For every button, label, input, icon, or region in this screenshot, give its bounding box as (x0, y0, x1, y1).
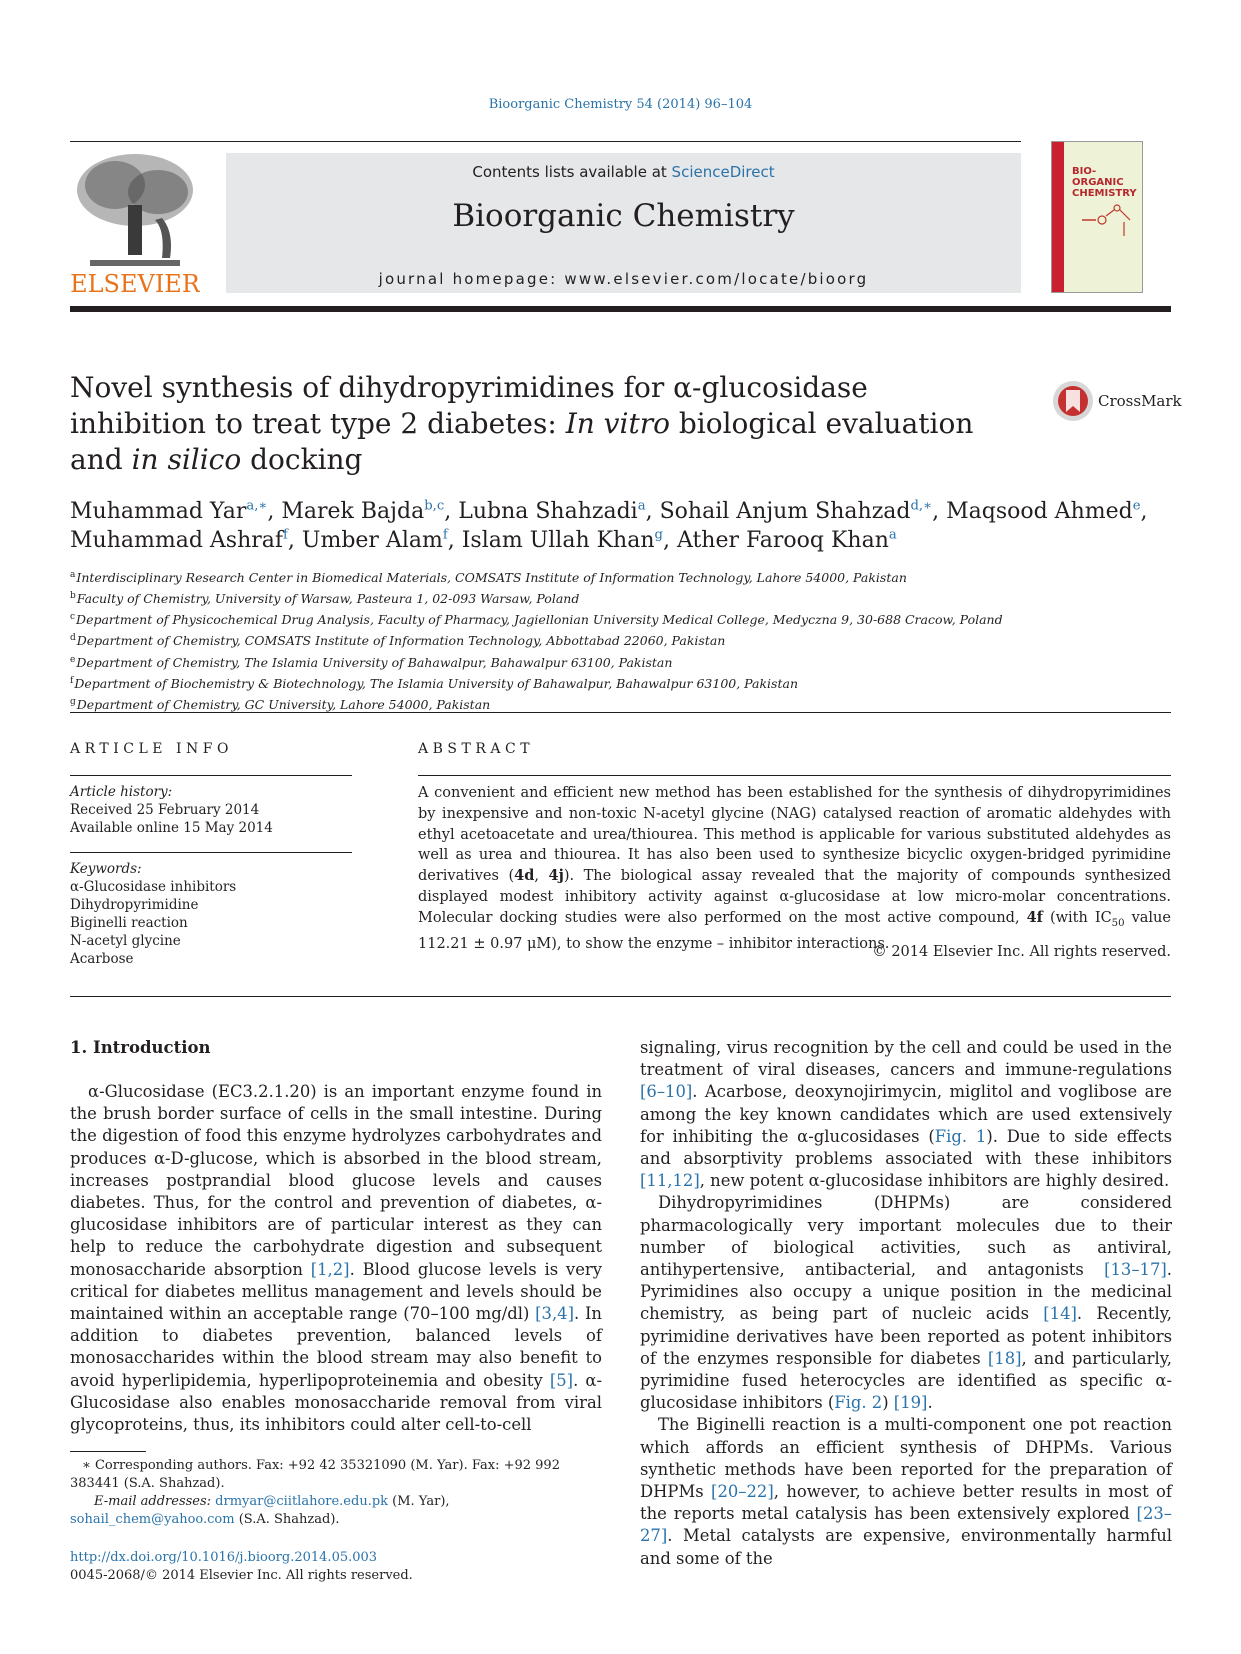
intro-paragraph-3: The Biginelli reaction is a multi-component one pot reaction which affords an efficient synthesis of DHPMs. Various synthetic methods have been reported for the preparation of DHPMs [20–22], however, to achieve better results in most of the reports metal catalysis has been extensively explored [23–27]. Metal catalysts are expensive, environmentally harmful and some of the (640, 1415, 1172, 1568)
keyword-item: α-Glucosidase inhibitors (70, 879, 237, 895)
affiliation-row (70, 629, 1170, 650)
ref-link[interactable]: [1,2] (310, 1259, 350, 1279)
intro-paragraph-1-cont: signaling, virus recognition by the cell and could be used in the treatment of viral diseases, cancers and immune-regulations [6–10]. Acarbose, deoxynojirimycin, miglitol and voglibose are among the key known candidates which are used extensively for inhibiting the α-glucosidases (Fig. 1). Due to side effects and absorptivity problems associated with these inhibitors [11,12], new potent α-glucosidase inhibitors are highly desired. (640, 1038, 1172, 1191)
keywords-rule (70, 852, 352, 853)
keyword-list (70, 878, 350, 968)
affiliation-mark: d (70, 633, 76, 644)
affiliation-rule (70, 712, 1171, 713)
affiliation-mark: b (70, 591, 76, 602)
author-affiliation-mark[interactable]: f (283, 527, 288, 543)
intro-paragraph-2: Dihydropyrimidines (DHPMs) are considered pharmacologically very important molecules due to their number of biological activities, such as antiviral, antihypertensive, antibacterial, and antagonists [13–17]. Pyrimidines also occupy a unique position in the medicinal chemistry, as being part of nucleic acids [14]. Recently, pyrimidine derivatives have been reported as potent inhibitors of the enzymes responsible for diabetes [18], and particularly, pyrimidine fused heterocycles are identified as specific α-glucosidase inhibitors (Fig. 2) [19]. (640, 1193, 1172, 1413)
author-separator: , (287, 528, 302, 553)
keyword-item: Acarbose (70, 951, 134, 967)
author-separator: , (1140, 499, 1148, 524)
keywords-label: Keywords: (70, 861, 142, 877)
email-link-shahzad[interactable]: sohail_chem@yahoo.com (70, 1512, 235, 1527)
author-affiliation-mark[interactable]: a,∗ (246, 498, 268, 514)
author-affiliation-mark[interactable]: b,c (424, 498, 445, 514)
elsevier-tree-icon (70, 150, 200, 298)
footnote-rule (70, 1451, 146, 1452)
doi-block (70, 1549, 602, 1585)
author-separator: , (662, 528, 677, 553)
email-link-yar[interactable]: drmyar@ciitlahore.edu.pk (215, 1494, 389, 1509)
article-info-rule (70, 775, 352, 776)
article-history (70, 783, 350, 837)
issn-line: 0045-2068/© 2014 Elsevier Inc. All rights reserved. (70, 1568, 413, 1583)
ref-link[interactable]: [14] (1043, 1304, 1077, 1324)
author-affiliation-mark[interactable]: e (1132, 498, 1141, 514)
doi-link[interactable]: http://dx.doi.org/10.1016/j.bioorg.2014.05.003 (70, 1550, 378, 1565)
ref-link[interactable]: [18] (987, 1348, 1022, 1368)
header-rule (70, 141, 1021, 142)
received-date: Received 25 February 2014 (70, 802, 260, 818)
affiliation-row (70, 566, 1170, 587)
intro-paragraph-1: α-Glucosidase (EC3.2.1.20) is an important enzyme found in the brush border surface of cells in the small intestine. During the digestion of food this enzyme hydrolyzes carbohydrates and produces α-D-glucose, which is absorbed in the blood stream, increases postprandial blood glucose levels and causes diabetes. Thus, for the control and prevention of diabetes, α-glucosidase inhibitors are of particular interest as they can help to reduce the carbohydrate digestion and subsequent monosaccharide absorption [1,2]. Blood glucose levels is very critical for diabetes mellitus management and levels should be maintained within an acceptable range (70–100 mg/dl) [3,4]. In addition to diabetes prevention, balanced levels of monosaccharides within the blood stream may also benefit to avoid hyperlipidemia, hyperlipoproteinemia and obesity [5]. α-Glucosidase also enables monosaccharide removal from viral glycoproteins, thus, its inhibitors could alter cell-to-cell (70, 1082, 602, 1435)
author-name: Marek Bajda (281, 499, 425, 524)
affiliation-row (70, 693, 1170, 714)
author-separator: , (267, 499, 282, 524)
journal-banner (226, 153, 1021, 293)
affiliation-text: Department of Chemistry, The Islamia University of Bahawalpur, Bahawalpur 63100, Pakistan (76, 654, 673, 670)
author-name: Lubna Shahzadi (458, 499, 638, 524)
author-name: Maqsood Ahmed (946, 499, 1133, 524)
author-affiliation-mark[interactable]: a (888, 527, 897, 543)
article-info-heading: ARTICLE INFO (70, 741, 233, 757)
header-thick-rule (70, 306, 1171, 312)
abstract-copyright: © 2014 Elsevier Inc. All rights reserved. (872, 944, 1171, 960)
affiliation-text: Interdisciplinary Research Center in Biomedical Materials, COMSATS Institute of Information Technology, Lahore 54000, Pakistan (76, 570, 907, 586)
author-name: Umber Alam (301, 528, 443, 553)
affiliation-mark: e (70, 654, 76, 665)
history-label: Article history: (70, 784, 173, 800)
journal-name: Bioorganic Chemistry (452, 198, 795, 234)
author-affiliation-mark[interactable]: g (654, 527, 663, 543)
affiliation-text: Department of Chemistry, COMSATS Institute of Information Technology, Abbottabad 22060, Pakistan (76, 633, 726, 649)
affiliation-list (70, 566, 1170, 714)
journal-citation[interactable]: Bioorganic Chemistry 54 (2014) 96–104 (488, 97, 753, 112)
elsevier-logo (70, 150, 200, 298)
author-name: Islam Ullah Khan (461, 528, 655, 553)
footnotes (70, 1457, 602, 1529)
author-separator: , (447, 528, 462, 553)
contents-prefix: Contents lists available at (472, 163, 672, 181)
author-separator: , (932, 499, 947, 524)
figure-link[interactable]: Fig. 1 (934, 1126, 987, 1146)
author-affiliation-mark[interactable]: f (442, 527, 448, 543)
journal-cover (1051, 141, 1143, 293)
abstract-rule (418, 775, 1171, 776)
author-name: Muhammad Ashraf (70, 528, 284, 553)
affiliation-text: Faculty of Chemistry, University of Warsaw, Pasteura 1, 02-093 Warsaw, Poland (76, 591, 580, 607)
affiliation-mark: g (70, 696, 76, 707)
elsevier-wordmark: ELSEVIER (70, 270, 200, 298)
affiliation-row (70, 672, 1170, 693)
author-affiliation-mark[interactable]: d,∗ (910, 498, 933, 514)
sciencedirect-link[interactable]: ScienceDirect (671, 163, 775, 181)
crossmark-icon (1051, 380, 1095, 422)
author-separator: , (444, 499, 459, 524)
figure-link[interactable]: Fig. 2 (834, 1393, 883, 1413)
ref-link[interactable]: [19] (893, 1393, 928, 1413)
affiliation-text: Department of Physicochemical Drug Analysis, Faculty of Pharmacy, Jagiellonian University Medical College, Medyczna 9, 30-688 Cracow, Poland (76, 612, 1003, 628)
journal-homepage[interactable]: journal homepage: www.elsevier.com/locate/bioorg (378, 270, 869, 288)
author-name: Muhammad Yar (70, 499, 247, 524)
ref-link[interactable]: [11,12] (640, 1171, 700, 1191)
ref-link[interactable]: [20–22] (711, 1482, 774, 1502)
affiliation-text: Department of Chemistry, GC University, Lahore 54000, Pakistan (76, 697, 491, 713)
author-separator: , (645, 499, 660, 524)
ref-link[interactable]: [23–27] (640, 1504, 1172, 1546)
abstract-heading: ABSTRACT (418, 741, 535, 757)
affiliation-row (70, 587, 1170, 608)
author-name: Sohail Anjum Shahzad (659, 499, 911, 524)
affiliation-row (70, 608, 1170, 629)
author-affiliation-mark[interactable]: a (637, 498, 646, 514)
ref-link[interactable]: [13–17] (1104, 1260, 1167, 1280)
introduction-heading: 1. Introduction (70, 1038, 211, 1057)
affiliation-mark: a (70, 570, 76, 580)
abstract-text: A convenient and efficient new method has been established for the synthesis of dihydropyrimidines by inexpensive and non-toxic N-acetyl glycine (NAG) catalysed reaction of aromatic aldehydes with ethyl acetoacetate and urea/thiourea. This method is applicable for various substituted aldehydes as well as urea and thiourea. It has also been used to synthesize bicyclic oxygen-bridged pyrimidine derivatives (4d, 4j). The biological assay revealed that the majority of compounds synthesized displayed modest inhibitory activity against α-glucosidase at low micro-molar concentrations. Molecular docking studies were also performed on the most active compound, 4f (with $IC_{50}$ value 112.21 ± 0.97 μM), to show the enzyme – inhibitor interactions. (418, 785, 1171, 953)
abstract-bottom-rule (70, 996, 1171, 997)
intro-right-column (640, 1037, 1172, 1570)
affiliation-text: Department of Biochemistry & Biotechnology, The Islamia University of Bahawalpur, Bahawalpur 63100, Pakistan (74, 675, 798, 691)
affiliation-row (70, 651, 1170, 672)
ref-link[interactable]: [3,4] (535, 1304, 574, 1324)
author-name: Ather Farooq Khan (676, 528, 889, 553)
author-list (70, 497, 1180, 555)
available-date: Available online 15 May 2014 (70, 820, 273, 836)
contents-line (226, 163, 1021, 181)
keyword-item: Biginelli reaction (70, 915, 188, 931)
affiliation-mark: f (70, 675, 74, 686)
keyword-item: Dihydropyrimidine (70, 897, 199, 913)
keywords-block (70, 860, 350, 968)
ref-link[interactable]: [6–10] (640, 1082, 693, 1102)
affiliation-mark: c (70, 612, 76, 623)
cover-molecule-icon (1052, 142, 1142, 292)
email-note: E-mail addresses: drmyar@ciitlahore.edu.pk (M. Yar), sohail_chem@yahoo.com (S.A. Shahzad). (70, 1494, 450, 1527)
cover-title: BIO-ORGANIC CHEMISTRY (1072, 166, 1137, 199)
crossmark-label[interactable]: CrossMark (1098, 392, 1182, 410)
corresponding-note: ∗ Corresponding authors. Fax: +92 42 35321090 (M. Yar). Fax: +92 992 383441 (S.A. Shahzad). (70, 1458, 560, 1491)
ref-link[interactable]: [5] (549, 1370, 574, 1390)
article-title: Novel synthesis of dihydropyrimidines for α-glucosidase inhibition to treat type 2 diabetes: In vitro biological evaluation and in silico docking (70, 371, 974, 476)
intro-left-column (70, 1081, 602, 1436)
keyword-item: N-acetyl glycine (70, 933, 181, 949)
